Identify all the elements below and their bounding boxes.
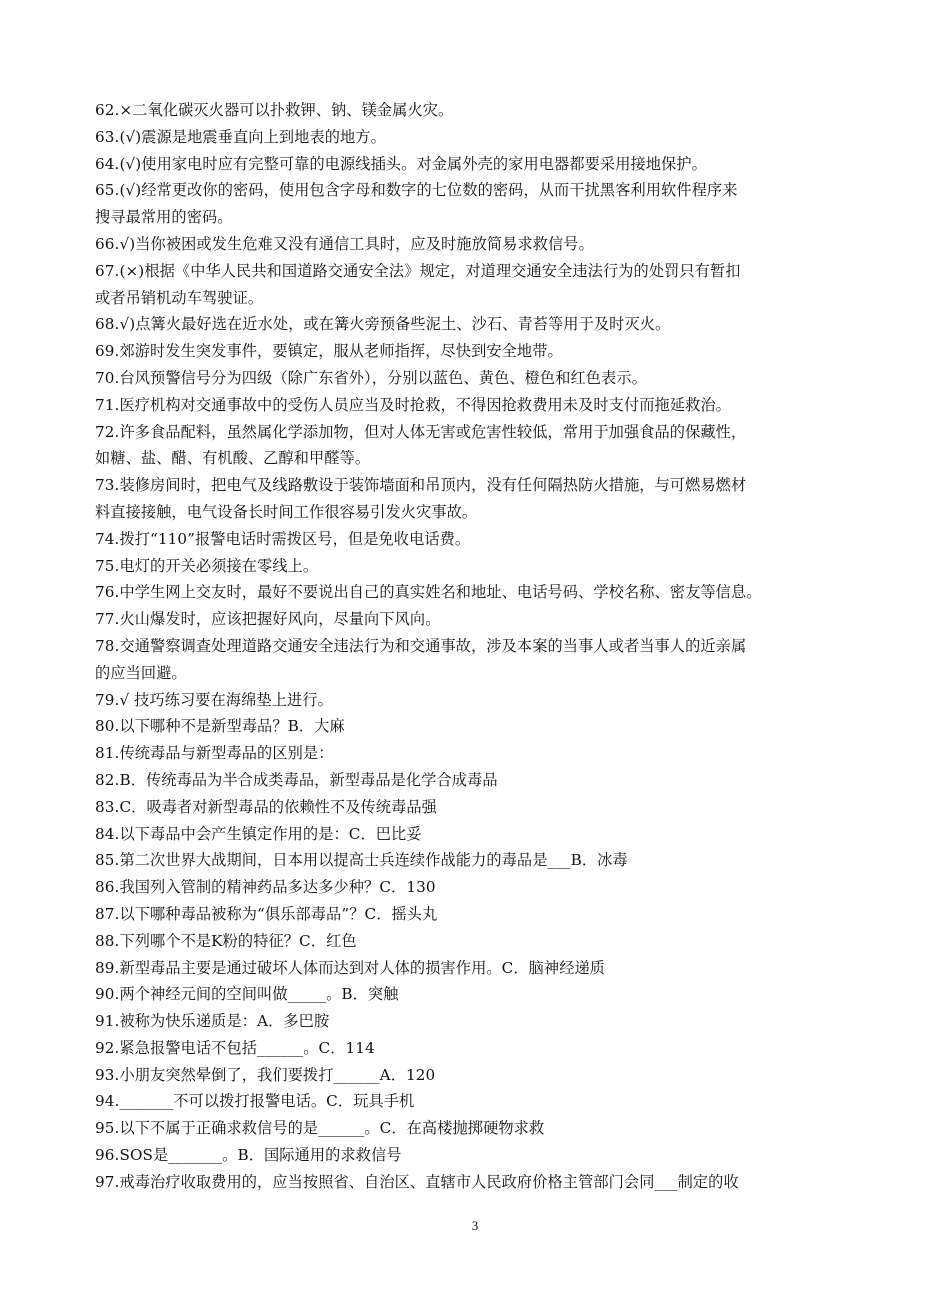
text-line: 96.SOS是_______。B．国际通用的求救信号 [95,1146,402,1165]
text-line: 或者吊销机动车驾驶证。 [95,288,264,307]
document-body [95,97,857,1196]
text-line: 的应当回避。 [95,663,187,682]
text-line: 80.以下哪种不是新型毒品？B．大麻 [95,717,345,736]
text-line: 搜寻最常用的密码。 [95,208,233,227]
text-line: 65.(√)经常更改你的密码，使用包含字母和数字的七位数的密码，从而干扰黑客利用软件程序来 [95,181,738,200]
text-line: 75.电灯的开关必须接在零线上。 [95,556,319,575]
text-line: 料直接接触，电气设备长时间工作很容易引发火灾事故。 [95,502,478,521]
text-line: 87.以下哪种毒品被称为“俱乐部毒品”？C．摇头丸 [95,904,438,923]
text-line: 93.小朋友突然晕倒了，我们要拨打______A．120 [95,1065,436,1084]
text-line: 64.(√)使用家电时应有完整可靠的电源线插头。对金属外壳的家用电器都要采用接地保护。 [95,154,707,173]
text-line: 69.郊游时发生突发事件，要镇定，服从老师指挥，尽快到安全地带。 [95,342,563,361]
text-line: 66.√)当你被困或发生危难又没有通信工具时，应及时施放简易求救信号。 [95,234,594,253]
text-line: 81.传统毒品与新型毒品的区别是： [95,744,334,763]
text-line: 70.台风预警信号分为四级（除广东省外），分别以蓝色、黄色、橙色和红色表示。 [95,368,647,387]
text-line: 88.下列哪个不是K粉的特征？C．红色 [95,931,357,950]
text-line: 79.√ 技巧练习要在海绵垫上进行。 [95,690,333,709]
text-line: 77.火山爆发时，应该把握好风向，尽量向下风向。 [95,610,441,629]
text-line: 73.装修房间时，把电气及线路敷设于装饰墙面和吊顶内，没有任何隔热防火措施，与可燃易燃材 [95,476,747,495]
text-line: 62.×二氧化碳灭火器可以扑救钾、钠、镁金属火灾。 [95,101,454,119]
text-line: 95.以下不属于正确求救信号的是______。C．在高楼抛掷硬物求救 [95,1119,545,1138]
text-line: 68.√)点篝火最好选在近水处，或在篝火旁预备些泥土、沙石、青苔等用于及时灭火。 [95,315,671,334]
text-line: 67.(×)根据《中华人民共和国道路交通安全法》规定，对道理交通安全违法行为的处罚只有暂扣 [95,261,741,280]
text-line: 如糖、盐、醋、有机酸、乙醇和甲醛等。 [95,449,371,468]
text-line: 74.拨打“110”报警电话时需拨区号，但是免收电话费。 [95,529,471,548]
text-line: 84.以下毒品中会产生镇定作用的是：C．巴比妥 [95,824,422,843]
text-line: 72.许多食品配料，虽然属化学添加物，但对人体无害或危害性较低，常用于加强食品的保藏性， [95,422,747,441]
text-line: 71.医疗机构对交通事故中的受伤人员应当及时抢救，不得因抢救费用未及时支付而拖延救治。 [95,395,731,414]
text-line: 90.两个神经元间的空间叫做_____。B．突触 [95,985,399,1004]
text-line: 78.交通警察调查处理道路交通安全违法行为和交通事故，涉及本案的当事人或者当事人的近亲属 [95,636,747,655]
text-line: 83.C．吸毒者对新型毒品的依赖性不及传统毒品强 [95,797,437,816]
page-number: 3 [471,1218,479,1233]
text-line: 82.B．传统毒品为半合成类毒品，新型毒品是化学合成毒品 [95,770,498,789]
text-line: 89.新型毒品主要是通过破坏人体而达到对人体的损害作用。C．脑神经递质 [95,958,606,977]
text-line: 85.第二次世界大战期间，日本用以提高士兵连续作战能力的毒品是___B．冰毒 [95,851,628,870]
text-line: 76.中学生网上交友时，最好不要说出自己的真实姓名和地址、电话号码、学校名称、密友等信息。 [95,583,762,602]
text-line: 92.紧急报警电话不包括______。C．114 [95,1038,375,1057]
text-line: 63.(√)震源是地震垂直向上到地表的地方。 [95,127,386,146]
text-line: 97.戒毒治疗收取费用的，应当按照省、自治区、直辖市人民政府价格主管部门会同___制定的收 [95,1172,739,1191]
text-line: 86.我国列入管制的精神药品多达多少种？C．130 [95,878,436,897]
text-line: 91.被称为快乐递质是：A．多巴胺 [95,1012,330,1031]
text-line: 94._______不可以拨打报警电话。C．玩具手机 [95,1092,415,1111]
